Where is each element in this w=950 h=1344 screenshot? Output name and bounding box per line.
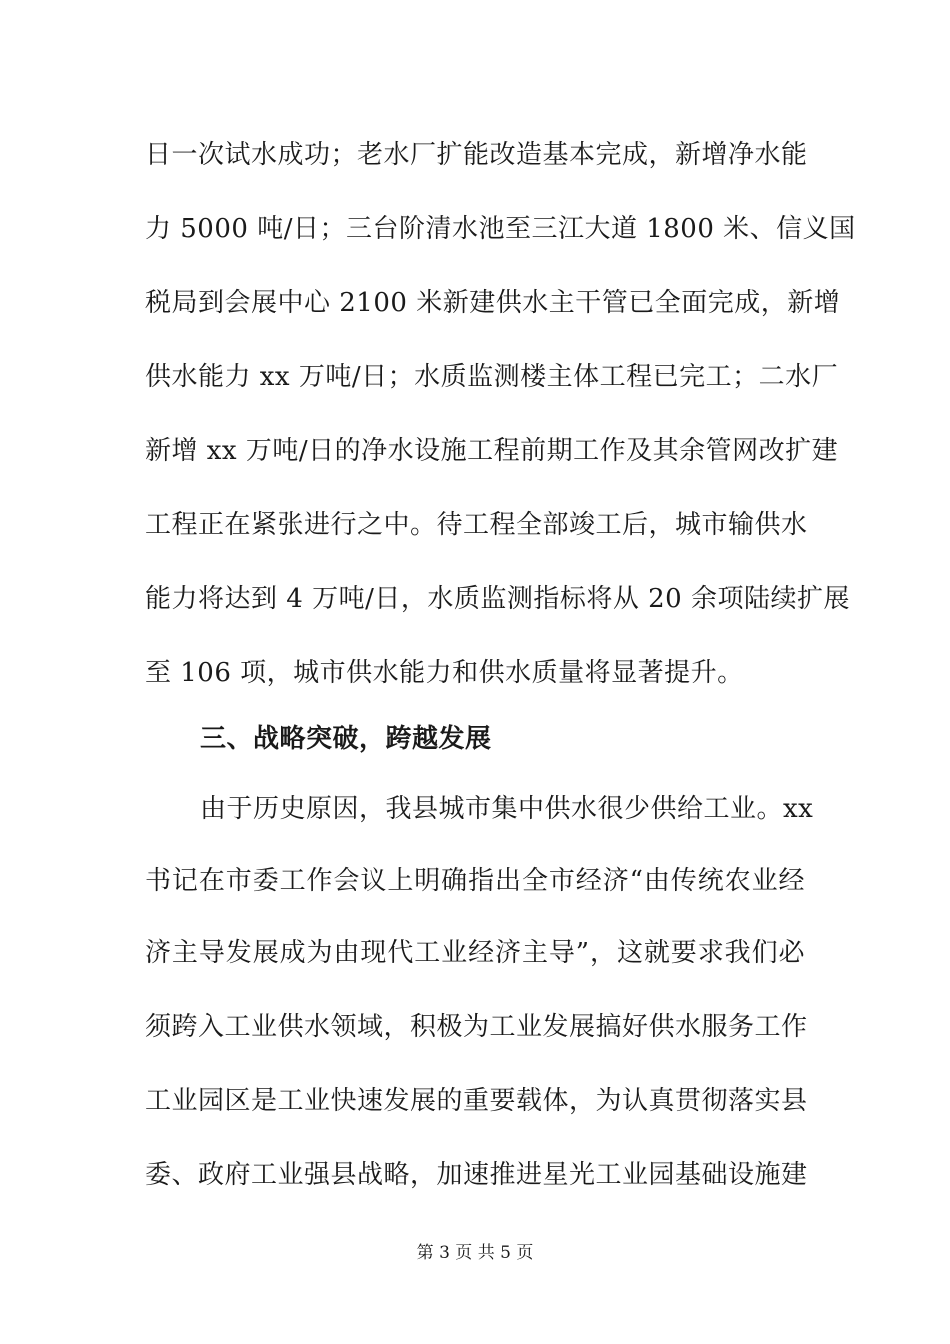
page-number-footer: 第 3 页 共 5 页 xyxy=(416,1243,534,1263)
paragraph-1-line-8: 至 106 项，城市供水能力和供水质量将显著提升。 xyxy=(145,658,744,688)
paragraph-1-line-5: 新增 xx 万吨/日的净水设施工程前期工作及其余管网改扩建 xyxy=(145,436,839,466)
paragraph-1-line-4: 供水能力 xx 万吨/日；水质监测楼主体工程已完工；二水厂 xyxy=(145,362,839,392)
paragraph-2-line-6: 委、政府工业强县战略，加速推进星光工业园基础设施建 xyxy=(145,1160,808,1190)
paragraph-1-line-3: 税局到会展中心 2100 米新建供水主干管已全面完成，新增 xyxy=(145,288,841,318)
paragraph-2-line-3: 济主导发展成为由现代工业经济主导”，这就要求我们必 xyxy=(145,938,805,968)
paragraph-1-line-7: 能力将达到 4 万吨/日，水质监测指标将从 20 余项陆续扩展 xyxy=(145,584,850,614)
paragraph-2-line-1: 由于历史原因，我县城市集中供水很少供给工业。xx xyxy=(200,794,814,824)
paragraph-1-line-1: 日一次试水成功；老水厂扩能改造基本完成，新增净水能 xyxy=(145,140,808,170)
paragraph-1-line-6: 工程正在紧张进行之中。待工程全部竣工后，城市输供水 xyxy=(145,510,808,540)
paragraph-1-line-2: 力 5000 吨/日；三台阶清水池至三江大道 1800 米、信义国 xyxy=(145,214,856,244)
paragraph-2-line-5: 工业园区是工业快速发展的重要载体，为认真贯彻落实县 xyxy=(145,1086,808,1116)
paragraph-2-line-4: 须跨入工业供水领域，积极为工业发展搞好供水服务工作 xyxy=(145,1012,808,1042)
section-heading: 三、战略突破，跨越发展 xyxy=(200,724,492,754)
paragraph-2-line-2: 书记在市委工作会议上明确指出全市经济“由传统农业经 xyxy=(145,866,805,896)
